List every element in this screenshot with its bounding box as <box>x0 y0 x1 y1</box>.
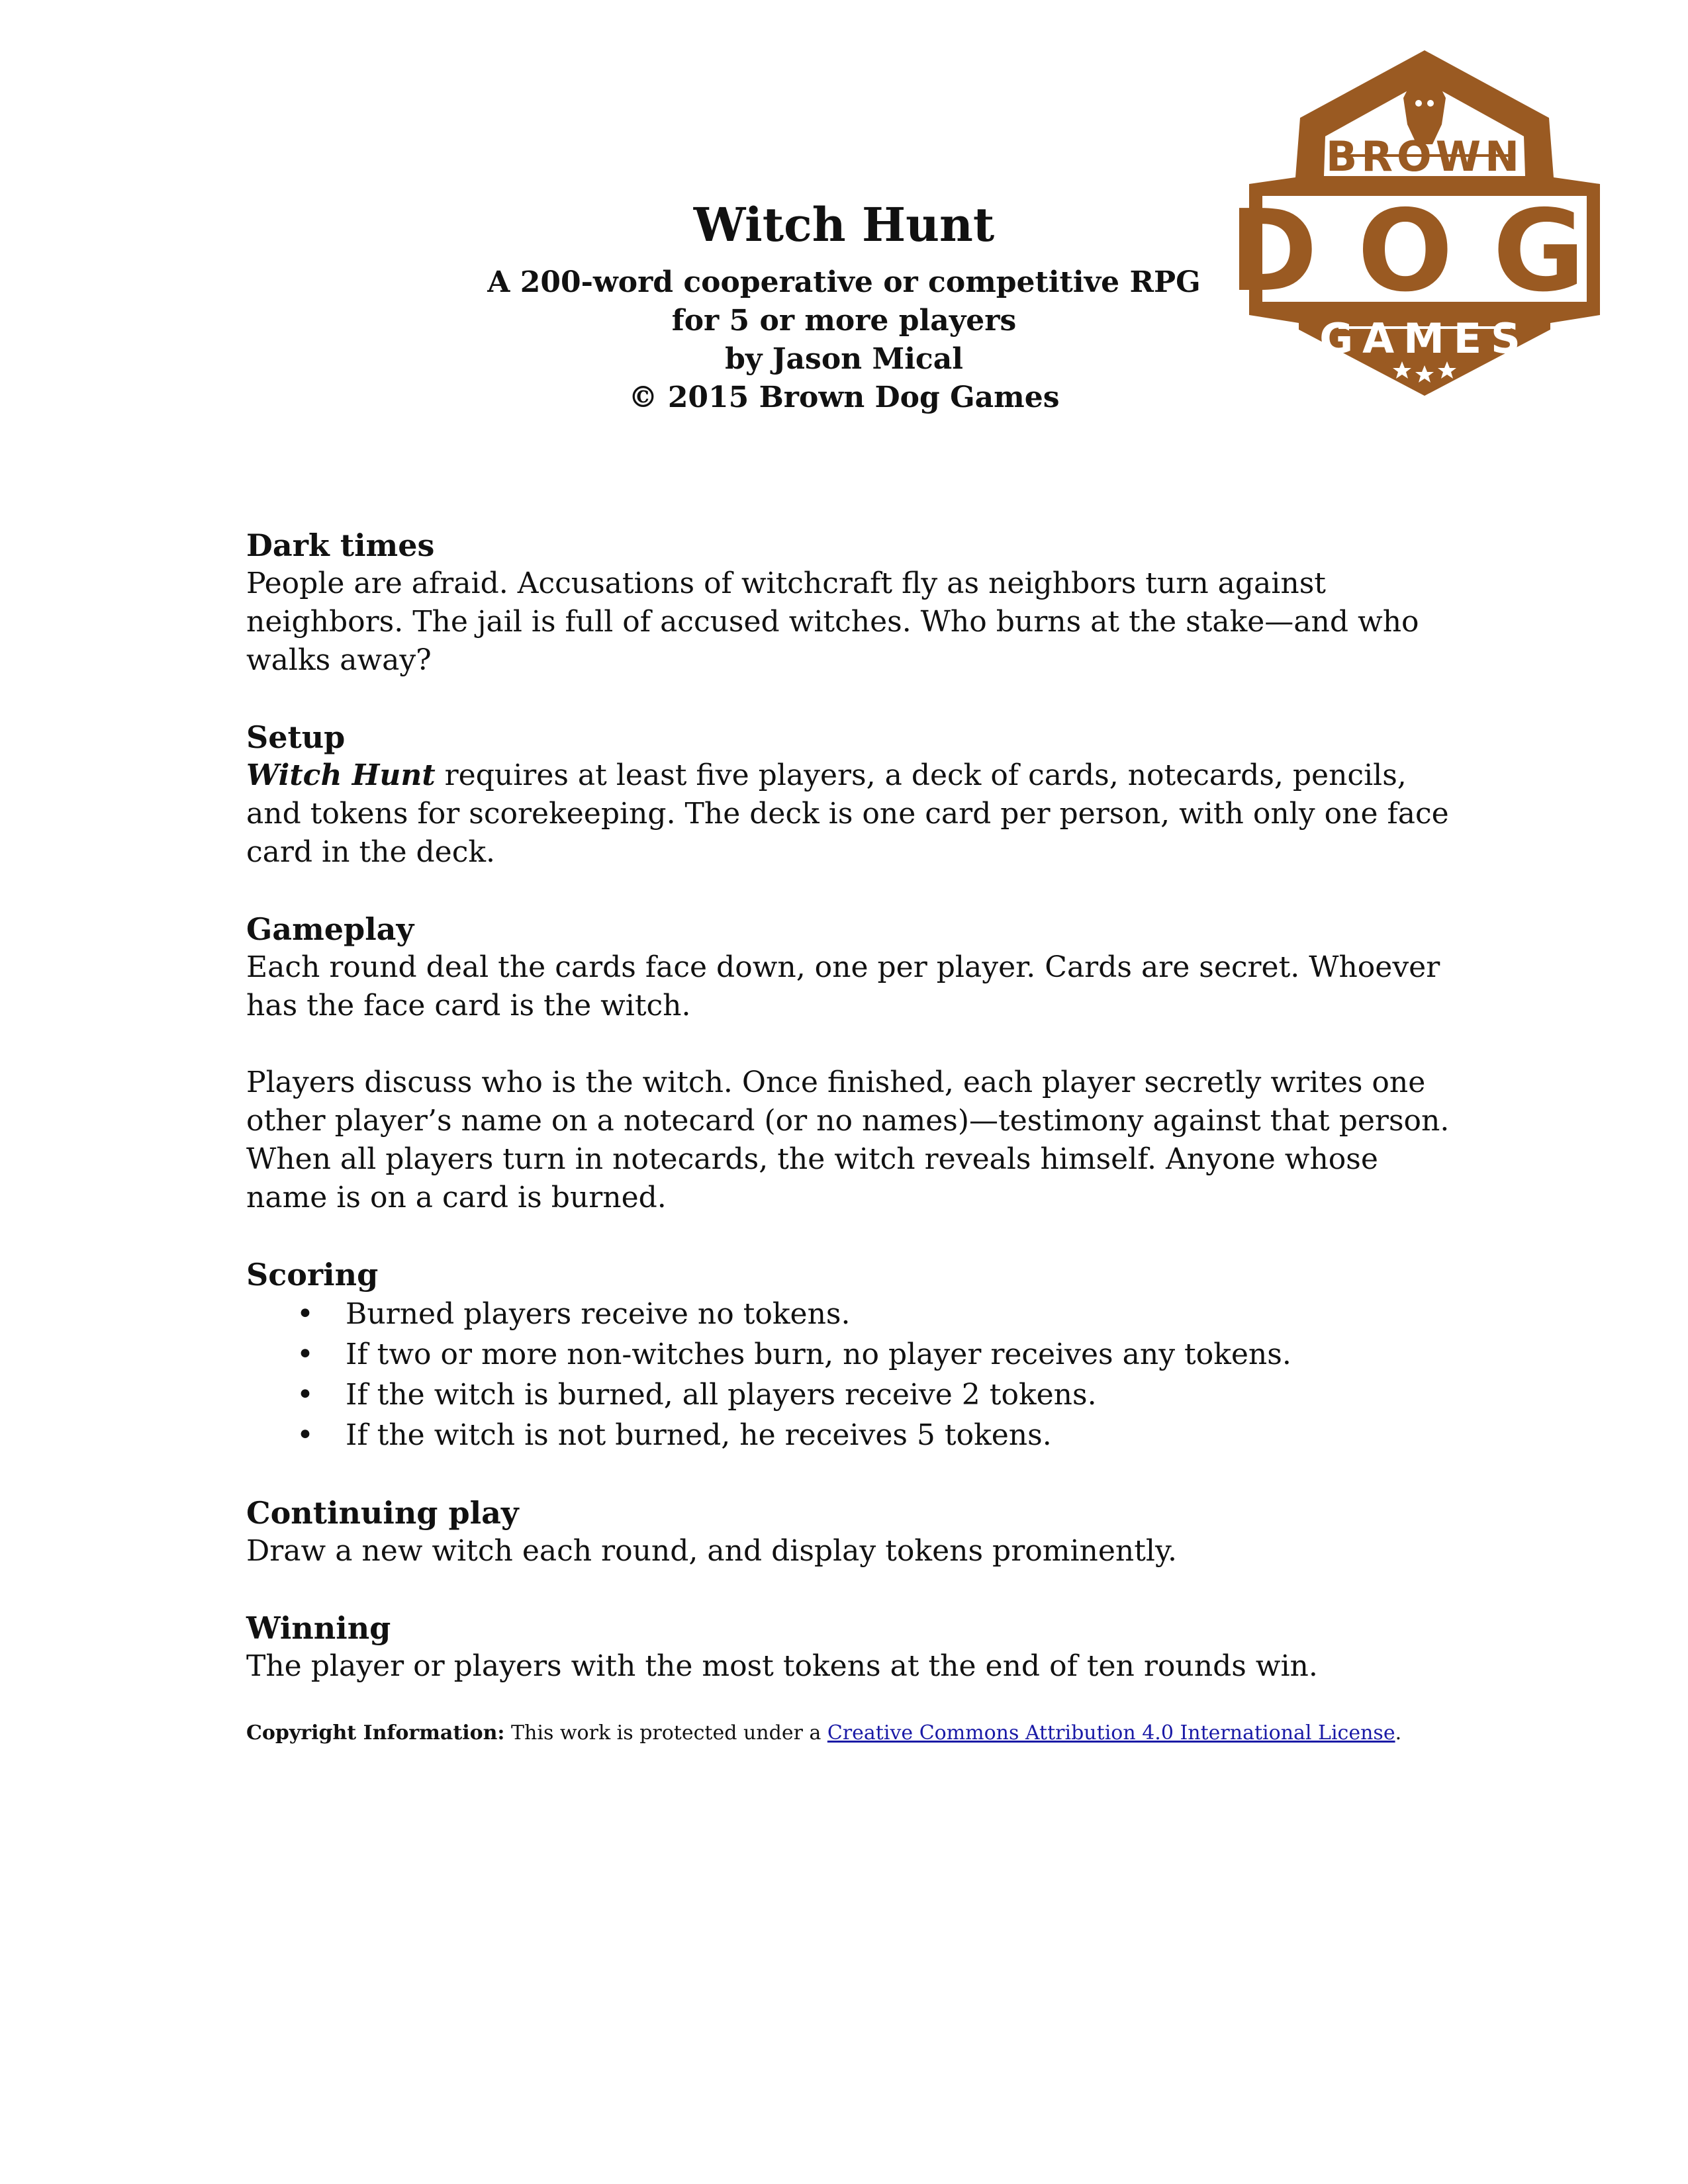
copyright-label: Copyright Information: <box>246 1721 505 1745</box>
section-setup <box>246 718 1451 872</box>
page-title: Witch Hunt <box>693 197 995 252</box>
subtitle-line: for 5 or more players <box>671 304 1017 338</box>
section-heading: Dark times <box>246 527 435 563</box>
section-gameplay <box>246 910 1451 1217</box>
section-scoring <box>246 1255 1451 1455</box>
list-item-text: If two or more non-witches burn, no player receives any tokens. <box>346 1338 1291 1371</box>
setup-text: requires at least five players, a deck of cards, notecards, pencils, and tokens for scorekeeping. The deck is one card per person, with only one face card in the deck. <box>246 758 1449 869</box>
list-item <box>246 1294 1451 1334</box>
document-header <box>397 199 1291 417</box>
list-item-text: If the witch is burned, all players receive 2 tokens. <box>346 1378 1097 1412</box>
section-dark-times <box>246 526 1451 680</box>
list-item <box>246 1415 1451 1455</box>
license-link[interactable]: Creative Commons Attribution 4.0 International License <box>827 1721 1395 1745</box>
section-heading: Winning <box>246 1610 391 1646</box>
section-heading: Gameplay <box>246 911 414 947</box>
list-item <box>246 1375 1451 1415</box>
logo-top-text: BROWN <box>1326 132 1523 181</box>
subtitle-line: A 200-word cooperative or competitive RPG <box>487 265 1201 299</box>
copyright-end: . <box>1395 1721 1402 1745</box>
section-continuing-play <box>246 1494 1451 1570</box>
section-heading: Scoring <box>246 1257 379 1293</box>
publisher-line: © 2015 Brown Dog Games <box>628 381 1060 414</box>
section-text: Draw a new witch each round, and display tokens prominently. <box>246 1534 1177 1568</box>
logo-badge-icon <box>1239 45 1610 406</box>
bullet-icon: • <box>297 1338 314 1371</box>
bullet-icon: • <box>297 1418 314 1452</box>
section-heading: Continuing play <box>246 1495 519 1531</box>
bullet-icon: • <box>297 1378 314 1412</box>
list-item-text: Burned players receive no tokens. <box>346 1297 851 1331</box>
section-winning <box>246 1609 1451 1686</box>
logo-bottom-text: GAMES <box>1319 314 1530 363</box>
copyright-notice <box>246 1720 1451 1747</box>
section-heading: Setup <box>246 719 346 755</box>
section-text <box>246 756 1451 872</box>
bullet-icon: • <box>297 1297 314 1331</box>
scoring-list <box>246 1294 1451 1455</box>
list-item <box>246 1334 1451 1375</box>
author-line: by Jason Mical <box>725 342 963 376</box>
section-text: Each round deal the cards face down, one per player. Cards are secret. Whoever has the face card is the witch. <box>246 950 1440 1023</box>
section-text: The player or players with the most tokens at the end of ten rounds win. <box>246 1649 1318 1683</box>
section-text: Players discuss who is the witch. Once finished, each player secretly writes one other player’s name on a notecard (or no names)—testimony against that person. When all players turn in notecards, the witch reveals himself. Anyone whose name is on a card is burned. <box>246 1066 1450 1214</box>
game-title-emphasis: Witch Hunt <box>246 758 436 792</box>
logo-middle-text: DOG <box>1239 186 1610 317</box>
copyright-text: This work is protected under a <box>504 1721 827 1745</box>
section-text: People are afraid. Accusations of witchcraft fly as neighbors turn against neighbors. The jail is full of accused witches. Who burns at the stake—and who walks away? <box>246 567 1419 677</box>
list-item-text: If the witch is not burned, he receives 5 tokens. <box>346 1418 1052 1452</box>
document-body <box>246 526 1451 1747</box>
brown-dog-games-logo <box>1239 45 1610 406</box>
